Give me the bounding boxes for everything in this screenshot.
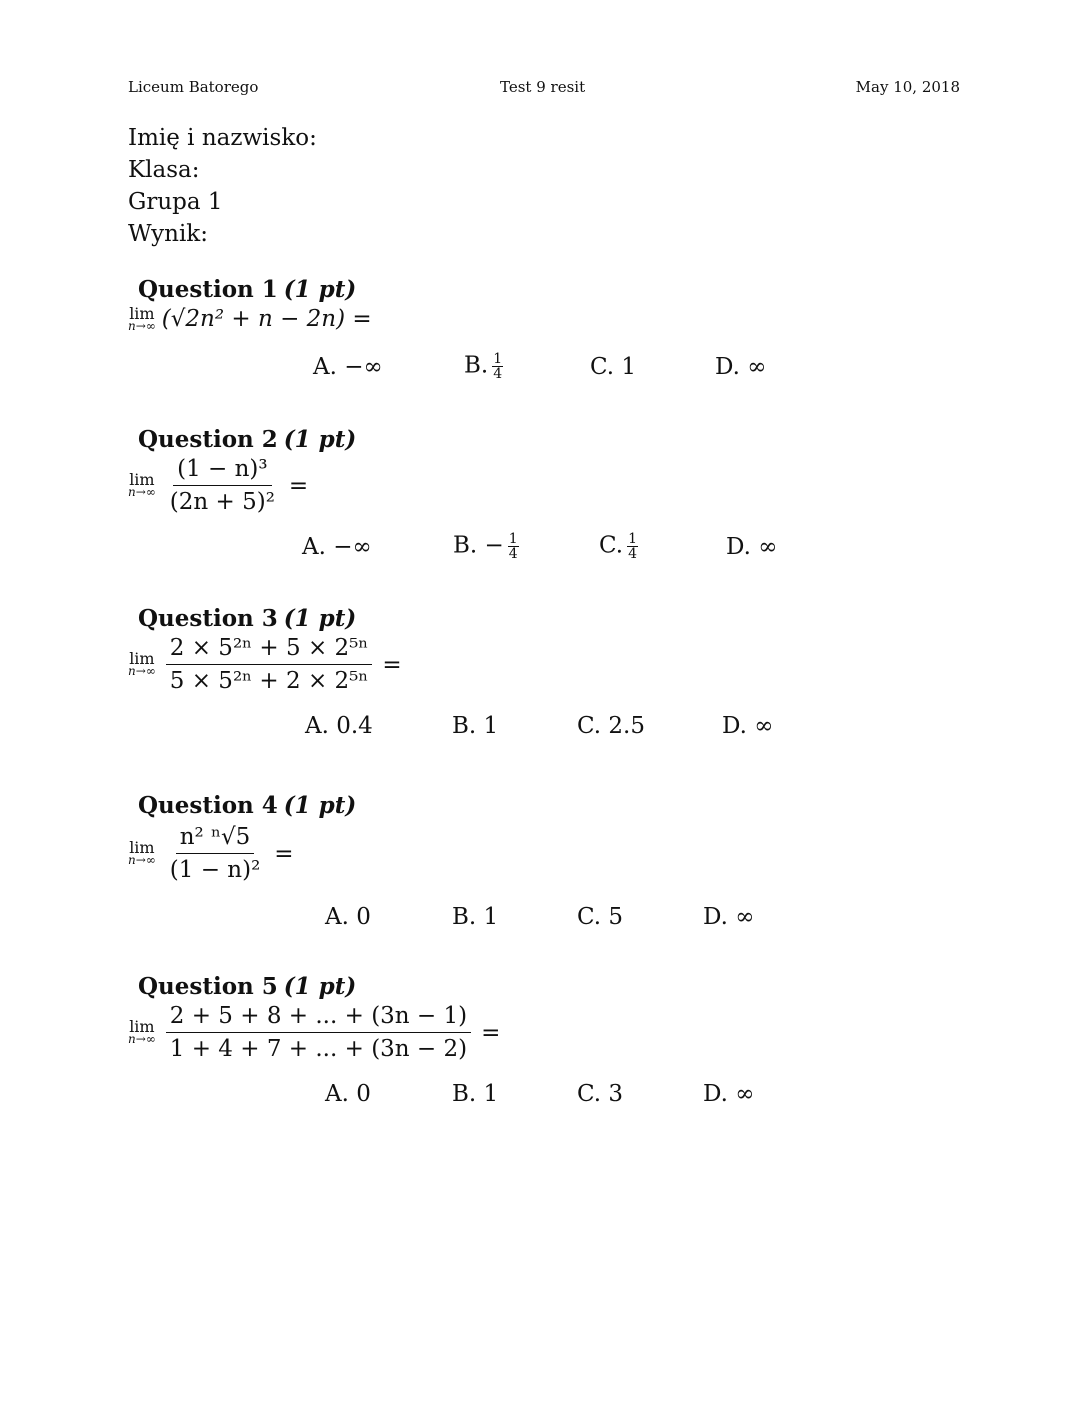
answer-b: B. 1	[452, 713, 499, 739]
answer-a: A. 0	[325, 904, 371, 930]
question-points: (1 pt)	[283, 276, 357, 303]
answer-b: B. $\frac{1}{4}$	[464, 351, 503, 382]
fraction	[166, 633, 373, 696]
question-points: (1 pt)	[283, 973, 357, 1000]
numerator: n² ⁿ√5	[176, 822, 255, 854]
expression-text: (√2n² + n − 2n) =	[161, 306, 372, 332]
limit-operator: lim n→∞	[128, 1017, 156, 1046]
student-info	[128, 122, 317, 250]
answer-a: A. −∞	[313, 354, 383, 380]
question-expression: lim n→∞ $\frac{\text{2 × 5²ⁿ + 5 × 2⁵ⁿ}}{\text{5 × 5²ⁿ + 2 × 2⁵ⁿ}}$ =	[128, 635, 402, 694]
denominator: 1 + 4 + 7 + ... + (3n − 2)	[169, 1036, 468, 1062]
test-title: Test 9 resit	[500, 78, 586, 96]
score-label: Wynik:	[128, 221, 208, 247]
fraction-quarter: $\frac{1}{4}$	[493, 351, 503, 382]
fraction	[166, 822, 265, 885]
name-label: Imię i nazwisko:	[128, 125, 317, 151]
limit-operator: lim n→∞	[128, 470, 156, 499]
question-points: (1 pt)	[283, 792, 357, 819]
answer-b: B. 1	[452, 904, 499, 930]
denominator: (1 − n)²	[169, 857, 261, 883]
denominator: (2n + 5)²	[169, 489, 275, 515]
answer-b: B. 1	[452, 1081, 499, 1107]
question-expression: lim n→∞ $\frac{2 + 5 + 8 + ... + (3n - 1)}{1 + 4 + 7 + ... + (3n - 2)}$ =	[128, 1003, 501, 1062]
page-header	[128, 78, 960, 100]
answer-c: C. 1	[590, 354, 637, 380]
question-expression	[128, 303, 372, 333]
answer-c: C. 3	[577, 1081, 624, 1107]
question-points: (1 pt)	[283, 605, 357, 632]
answer-a: A. −∞	[302, 534, 372, 560]
answer-d: D. ∞	[703, 1081, 755, 1107]
answer-b: B. − $\frac{1}{4}$	[453, 531, 518, 562]
fraction	[166, 1001, 471, 1064]
limit-operator: lim n→∞	[128, 649, 156, 678]
limit-operator: lim n→∞	[128, 303, 156, 333]
answer-d: D. ∞	[726, 534, 778, 560]
question-points: (1 pt)	[283, 426, 357, 453]
fraction	[166, 454, 279, 517]
answer-c: C. 5	[577, 904, 624, 930]
question-expression: lim n→∞ $\frac{\text{(1 − n)³}}{\text{(2n + 5)²}}$ =	[128, 456, 309, 515]
question-title: Question 4 (1 pt)	[138, 792, 357, 819]
question-expression: lim n→∞ $\frac{\text{n² ⁿ√5}}{\text{(1 − n)²}}$ =	[128, 824, 294, 883]
question-title: Question 3 (1 pt)	[138, 605, 357, 632]
numerator: 2 + 5 + 8 + ... + (3n − 1)	[166, 1001, 471, 1033]
class-label: Klasa:	[128, 157, 200, 183]
answer-a: A. 0	[325, 1081, 371, 1107]
fraction-quarter: $\frac{1}{4}$	[508, 531, 518, 562]
answer-d: D. ∞	[722, 713, 774, 739]
school-name: Liceum Batorego	[128, 78, 259, 96]
fraction-quarter: $\frac{1}{4}$	[628, 531, 638, 562]
question-title: Question 2 (1 pt)	[138, 426, 357, 453]
answer-c: C. 2.5	[577, 713, 645, 739]
answer-d: D. ∞	[703, 904, 755, 930]
numerator: (1 − n)³	[173, 454, 272, 486]
question-title: Question 5 (1 pt)	[138, 973, 357, 1000]
group-label: Grupa 1	[128, 189, 223, 215]
answer-a: A. 0.4	[305, 713, 373, 739]
answer-c: C. $\frac{1}{4}$	[599, 531, 638, 562]
question-title: Question 1 (1 pt)	[138, 276, 357, 303]
answer-d: D. ∞	[715, 354, 767, 380]
test-date: May 10, 2018	[855, 78, 960, 96]
numerator: 2 × 5²ⁿ + 5 × 2⁵ⁿ	[166, 633, 373, 665]
denominator: 5 × 5²ⁿ + 2 × 2⁵ⁿ	[169, 668, 369, 694]
limit-operator: lim n→∞	[128, 838, 156, 867]
